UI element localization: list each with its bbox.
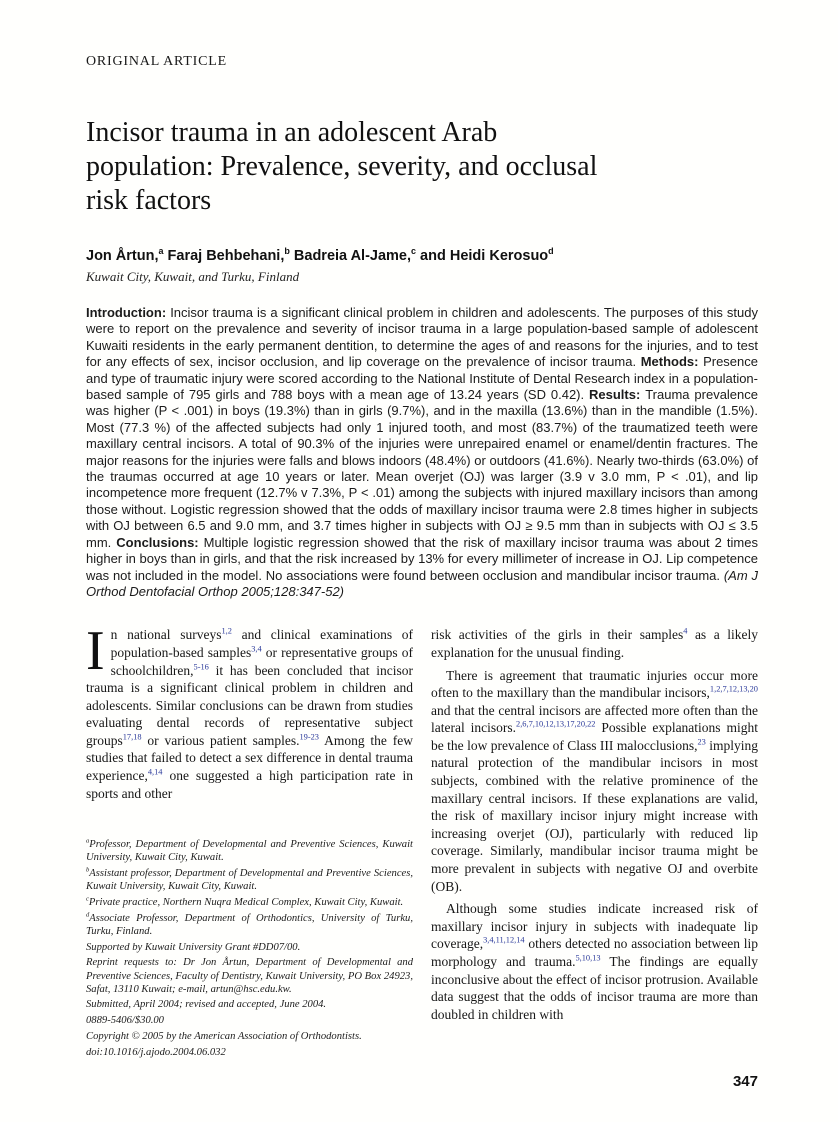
title-line-1: Incisor trauma in an adolescent Arab: [86, 117, 498, 148]
body-paragraph: risk activities of the girls in their samples$^4$ as a likely explanation for the unusual finding.: [431, 626, 758, 660]
title-line-3: risk factors: [86, 185, 212, 216]
right-column: [431, 626, 758, 1061]
footnote-issn-price: 0889-5406/$30.00: [86, 1015, 164, 1027]
drop-cap: I: [86, 620, 105, 683]
two-column-body: [86, 620, 758, 1061]
intro-paragraph-text: n national surveys$^{1,2}$ and clinical examinations of population-based samples$^{3,4}$ or representative groups of schoolchildren,$^{5-16}$ it has been concluded that incisor trauma is a significant clinical problem in children and adolescents. Similar conclusions can be drawn from studies evaluating dental records of representative subject groups$^{17,18}$ or various patient samples.$^{19-23}$ Among the few studies that failed to detect a sex difference in dental trauma experience,$^{4,14}$ one suggested a high participation rate in sports and other: [86, 626, 414, 801]
page-number: 347: [732, 1073, 758, 1090]
footnote-affiliation-d: $^d$Associate Professor, Department of Orthodontics, University of Turku, Turku, Finland.: [86, 911, 413, 937]
footnote-submission-dates: Submitted, April 2004; revised and accepted, June 2004.: [86, 999, 327, 1011]
footnote-reprint-requests: Reprint requests to: Dr Jon Årtun, Department of Developmental and Preventive Sciences, Faculty of Dentistry, Kuwait University, PO Box 24923, Safat, 13110 Kuwait; e-mail, artun@hsc.edu.kw.: [86, 957, 413, 995]
body-paragraph: There is agreement that traumatic injuries occur more often to the maxillary than the mandibular incisors,$^{1,2,7,12,13,20}$ and that the central incisors are affected more often than the lateral incisors.$^{2,6,7,10,12,13,17,20,22}$ Possible explanations might be the low prevalence of Class III malocclusions,$^{23}$ implying natural protection of the mandibular incisors in most subjects, combined with the relative prominence of the maxillary central incisors. If these explanations are valid, the risk of maxillary incisor injury might increase with increasing overjet (OJ), particularly with reduced lip coverage. Similarly, mandibular incisor trauma might be more prevalent in subjects with negative OJ and overbite (OB).: [431, 667, 758, 894]
footnote-doi: doi:10.1016/j.ajodo.2004.06.032: [86, 1046, 226, 1058]
abstract-paragraph: Introduction: Incisor trauma is a significant clinical problem in children and adolescents. The purposes of this study were to report on the prevalence and severity of incisor trauma in a large population-based sample of adolescent Kuwaiti residents in the early permanent dentition, to determine the ages of and reasons for the injuries, and to test for any effects of sex, incisor occlusion, and lip coverage on the prevalence of incisor trauma. Methods: Presence and type of traumatic injury were scored according to the National Institute of Dental Research index in a population-based sample of 795 girls and 788 boys with a mean age of 13.24 years (SD 0.42). Results: Trauma prevalence was higher (P < .001) in boys (19.3%) than in girls (9.7%), and in the maxilla (13.6%) than in the mandible (1.5%). Most (77.3 %) of the affected subjects had only 1 injured tooth, and most (83.7%) of the traumatized teeth were maxillary central incisors. A total of 90.3% of the injuries were unrepaired enamel or enamel/dentin fractures. The major reasons for the injuries were falls and blows indoors (48.4%) or outdoors (41.6%). Nearly two-thirds (63.0%) of the traumas occurred at age 10 years or later. Mean overjet (OJ) was larger (3.9 v 3.0 mm, P < .01), and lip incompetence more frequent (12.7% v 7.3%, P < .01) among the subjects with injured maxillary incisors than among those without. Logistic regression showed that the odds of maxillary incisor trauma were 2.8 times higher in subjects with OJ between 6.5 and 9.0 mm, and 3.7 times higher in subjects with OJ ≥ 9.5 mm than in subjects with OJ ≤ 3.5 mm. Conclusions: Multiple logistic regression showed that the risk of maxillary incisor trauma was about 2 times higher in boys than in girls, and that the risk increased by 13% for every millimeter of increase in OJ. Lip competence was not included in the model. No associations were found between occlusion and mandibular incisor trauma. (Am J Orthod Dentofacial Orthop 2005;128:347-52): [86, 305, 758, 599]
affiliation-line: Kuwait City, Kuwait, and Turku, Finland: [86, 269, 300, 284]
footnote-affiliation-a: $^a$Professor, Department of Developmental and Preventive Sciences, Kuwait University, Kuwait City, Kuwait.: [86, 837, 413, 864]
footnote-copyright: Copyright © 2005 by the American Association of Orthodontists.: [86, 1030, 362, 1042]
article-type-kicker: ORIGINAL ARTICLE: [86, 54, 227, 69]
left-column: [86, 620, 414, 1061]
footnote-affiliation-c: $^c$Private practice, Northern Nuqra Medical Complex, Kuwait City, Kuwait.: [86, 895, 404, 909]
article-title: [86, 116, 758, 218]
footnotes-block: [86, 838, 413, 1059]
footnote-affiliation-b: $^b$Assistant professor, Department of Developmental and Preventive Sciences, Kuwait University, Kuwait City, Kuwait.: [86, 866, 413, 893]
body-paragraph: Although some studies indicate increased risk of maxillary incisor injury in subjects with inadequate lip coverage,$^{3,4,11,12,14}$ others detected no association between lip morphology and trauma.$^{5,10,13}$ The findings are equally inconclusive about the effect of incisor protrusion. Available data suggest that the odds of incisor trauma are more than doubled in children with: [431, 901, 758, 1022]
intro-paragraph: [86, 620, 414, 802]
authors-line: Jon Årtun,$^a$ Faraj Behbehani,$^b$ Badreia Al-Jame,$^c$ and Heidi Kerosuo$^d$: [86, 246, 554, 264]
footnote-support: Supported by Kuwait University Grant #DD07/00.: [86, 941, 301, 953]
title-line-2: population: Prevalence, severity, and occlusal: [86, 151, 598, 182]
